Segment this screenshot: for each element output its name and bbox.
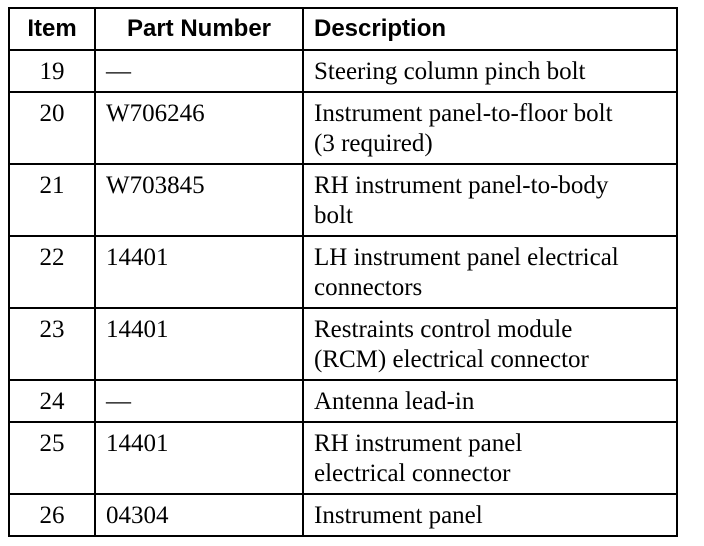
table-row (9, 422, 677, 494)
part-number-cell: W706246 (95, 92, 303, 164)
part-number-cell: 14401 (95, 308, 303, 380)
description-cell (303, 422, 677, 494)
description-cell (303, 380, 677, 422)
table-row (9, 494, 677, 536)
part-number-cell: 14401 (95, 236, 303, 308)
description-line: Instrument panel-to-floor bolt (314, 100, 613, 127)
description-line: Restraints control module (314, 316, 573, 343)
item-number-cell: 22 (9, 236, 95, 308)
item-number-cell: 23 (9, 308, 95, 380)
header-part-number: Part Number (95, 8, 303, 50)
part-number-cell: 14401 (95, 422, 303, 494)
item-number-cell: 21 (9, 164, 95, 236)
description-line: electrical connector (314, 460, 511, 487)
item-number-cell: 19 (9, 50, 95, 92)
header-item: Item (9, 8, 95, 50)
header-description: Description (303, 8, 677, 50)
description-cell (303, 308, 677, 380)
header-row (9, 8, 677, 50)
table-row (9, 308, 677, 380)
description-line: connectors (314, 274, 423, 301)
description-line: (3 required) (314, 130, 433, 157)
item-number-cell: 25 (9, 422, 95, 494)
item-number-cell: 20 (9, 92, 95, 164)
table-row (9, 164, 677, 236)
description-line: LH instrument panel electrical (314, 244, 619, 271)
part-number-cell: W703845 (95, 164, 303, 236)
description-cell (303, 50, 677, 92)
description-line: (RCM) electrical connector (314, 346, 589, 373)
description-cell (303, 164, 677, 236)
description-line: Antenna lead-in (314, 388, 475, 415)
parts-table (8, 7, 678, 537)
description-line: RH instrument panel-to-body (314, 172, 609, 199)
table-body (9, 50, 677, 536)
table-row (9, 50, 677, 92)
part-number-cell: — (95, 50, 303, 92)
description-cell (303, 494, 677, 536)
description-line: bolt (314, 202, 353, 229)
item-number-cell: 24 (9, 380, 95, 422)
description-line: Steering column pinch bolt (314, 58, 586, 85)
description-cell (303, 236, 677, 308)
description-cell (303, 92, 677, 164)
table-header (9, 8, 677, 50)
description-line: RH instrument panel (314, 430, 523, 457)
table-row (9, 92, 677, 164)
table-row (9, 236, 677, 308)
part-number-cell: 04304 (95, 494, 303, 536)
table-row (9, 380, 677, 422)
description-line: Instrument panel (314, 502, 483, 529)
item-number-cell: 26 (9, 494, 95, 536)
part-number-cell: — (95, 380, 303, 422)
